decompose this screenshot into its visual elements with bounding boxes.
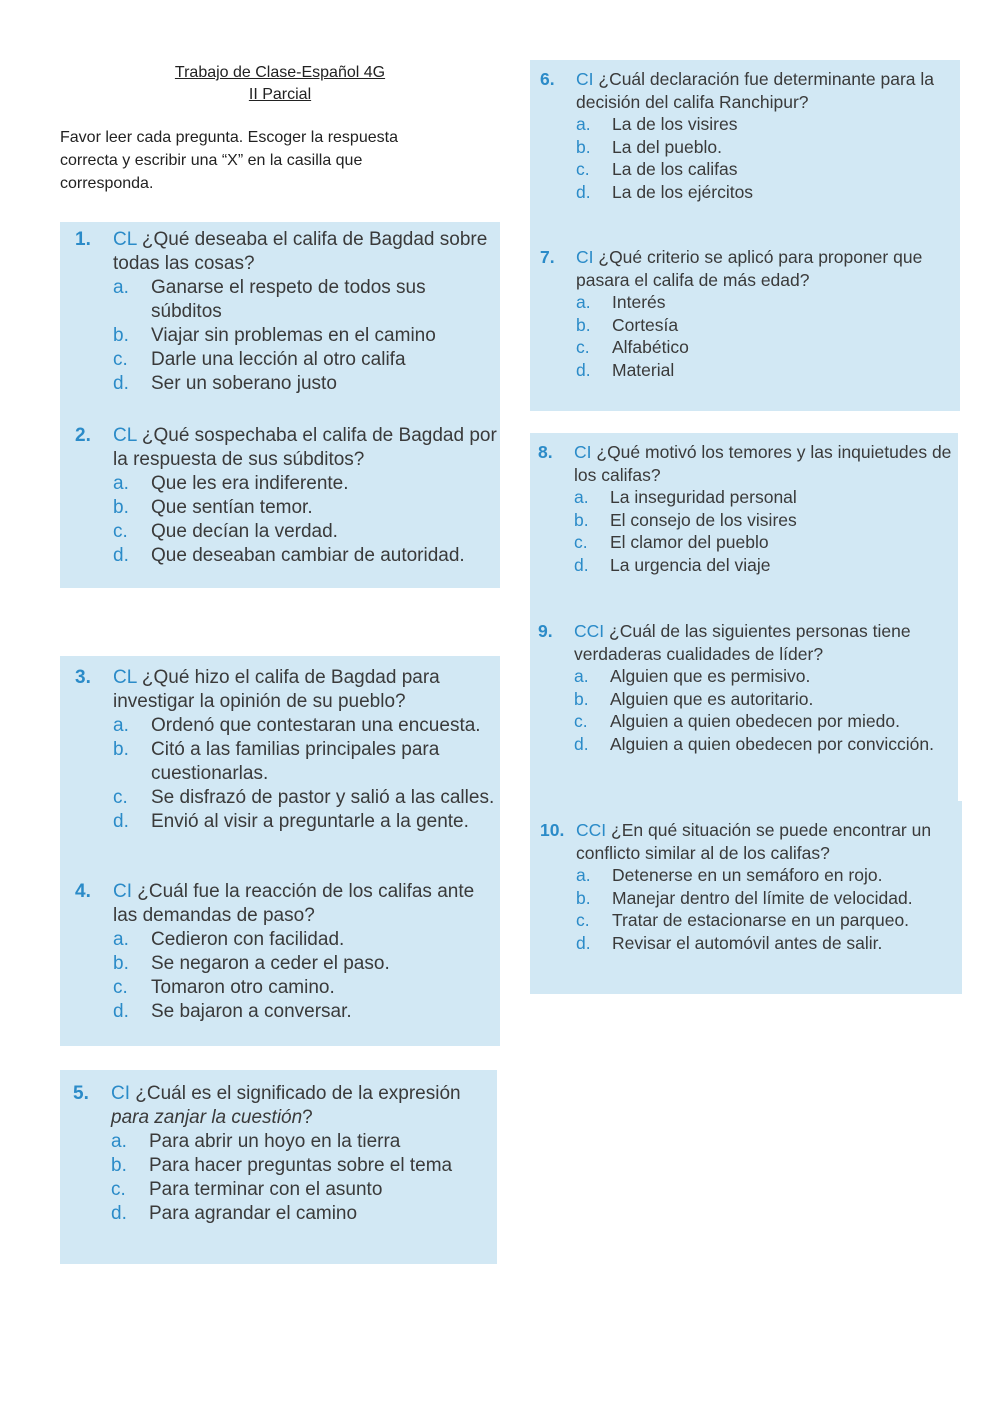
option-b[interactable]: b. Viajar sin problemas en el camino [113,325,436,346]
question-text: CCI ¿En qué situación se puede encontrar un conflicto similar al de los califas? [576,820,932,863]
question-1 [60,222,500,422]
option-a[interactable]: a. Para abrir un hoyo en la tierra [111,1131,401,1152]
option-b[interactable]: b. Manejar dentro del límite de velocidad. [576,887,913,908]
option-d[interactable]: d. Revisar el automóvil antes de salir. [576,932,883,953]
option-b[interactable]: b. Que sentían temor. [113,497,313,518]
worksheet-header [60,62,500,195]
question-text: CI ¿Qué criterio se aplicó para proponer que pasara el califa de más edad? [576,247,923,290]
question-text: CI ¿Cuál declaración fue determinante para la decisión del califa Ranchipur? [576,69,934,112]
option-a[interactable]: a. Detenerse en un semáforo en rojo. [576,865,883,885]
option-c[interactable]: c. Se disfrazó de pastor y salió a las calles. [113,787,495,808]
question-text: CCI ¿Cuál de las siguientes personas tiene verdaderas cualidades de líder? [574,621,911,664]
instructions: Favor leer cada pregunta. Escoger la respuesta correcta y escribir una “X” en la casilla que corresponda. [60,129,398,192]
option-c[interactable]: c. Tomaron otro camino. [113,977,335,998]
question-number: 10. [540,820,565,840]
worksheet-subtitle: II Parcial [248,86,312,103]
option-a[interactable]: a. Cedieron con facilidad. [113,929,345,950]
option-c[interactable]: c. El clamor del pueblo [574,532,769,552]
option-c[interactable]: c. La de los califas [576,159,738,179]
question-5 [60,1070,497,1264]
question-3 [60,656,500,1046]
question-number: 4. [75,881,91,902]
question-2 [60,418,500,588]
question-text: CI ¿Qué motivó los temores y las inquietudes de los califas? [574,442,952,485]
question-7 [540,246,960,381]
question-text: CI ¿Cuál es el significado de la expresión para zanjar la cuestión? [111,1083,461,1128]
question-number: 1. [75,229,91,250]
question-number: 2. [75,425,91,446]
option-c[interactable]: c. Que decían la verdad. [113,521,338,542]
question-text: CL ¿Qué deseaba el califa de Bagdad sobre todas las cosas? [113,229,488,274]
option-b[interactable]: b. La del pueblo. [576,136,722,157]
option-b[interactable]: b. Se negaron a ceder el paso. [113,953,390,974]
question-text: CI ¿Cuál fue la reacción de los califas ante las demandas de paso? [113,881,475,926]
option-b[interactable]: b. Para hacer preguntas sobre el tema [111,1155,453,1176]
option-b[interactable]: b. Citó a las familias principales para cuestionarlas. [113,739,440,784]
option-b[interactable]: b. Alguien que es autoritario. [574,688,814,709]
option-a[interactable]: a. Interés [576,292,666,312]
option-a[interactable]: a. Ganarse el respeto de todos sus súbditos [113,277,426,322]
question-number: 7. [540,247,555,267]
question-10 [530,801,962,994]
option-d[interactable]: d. Envió al visir a preguntarle a la gente. [113,811,469,832]
option-a[interactable]: a. La inseguridad personal [574,487,797,507]
option-a[interactable]: a. Que les era indiferente. [113,473,349,494]
option-b[interactable]: b. Cortesía [576,314,679,335]
option-c[interactable]: c. Para terminar con el asunto [111,1179,383,1200]
question-9 [538,620,958,755]
option-c[interactable]: c. Alguien a quien obedecen por miedo. [574,711,900,731]
question-text: CL ¿Qué sospechaba el califa de Bagdad por la respuesta de sus súbditos? [113,425,497,470]
question-text: CL ¿Qué hizo el califa de Bagdad para investigar la opinión de su pueblo? [113,667,440,712]
option-d[interactable]: d. Material [576,359,675,380]
question-4 [75,880,500,1024]
option-d[interactable]: d. Para agrandar el camino [111,1203,358,1224]
option-d[interactable]: d. La de los ejércitos [576,181,754,202]
question-number: 9. [538,621,553,641]
option-d[interactable]: d. Ser un soberano justo [113,373,337,394]
option-a[interactable]: a. La de los visires [576,114,738,134]
question-number: 6. [540,69,555,89]
option-c[interactable]: c. Tratar de estacionarse en un parqueo. [576,910,910,930]
option-d[interactable]: d. Alguien a quien obedecen por convicción. [574,733,934,754]
option-d[interactable]: d. Se bajaron a conversar. [113,1001,352,1022]
worksheet-title: Trabajo de Clase-Español 4G [174,64,386,81]
option-c[interactable]: c. Darle una lección al otro califa [113,349,406,370]
option-b[interactable]: b. El consejo de los visires [574,509,797,530]
option-c[interactable]: c. Alfabético [576,337,689,357]
option-a[interactable]: a. Alguien que es permisivo. [574,666,811,686]
question-number: 3. [75,667,91,688]
option-d[interactable]: d. Que deseaban cambiar de autoridad. [113,545,465,566]
question-6 [530,60,960,411]
question-number: 5. [73,1083,89,1104]
option-d[interactable]: d. La urgencia del viaje [574,554,771,575]
option-a[interactable]: a. Ordenó que contestaran una encuesta. [113,715,481,736]
question-8 [530,433,958,803]
question-number: 8. [538,442,553,462]
